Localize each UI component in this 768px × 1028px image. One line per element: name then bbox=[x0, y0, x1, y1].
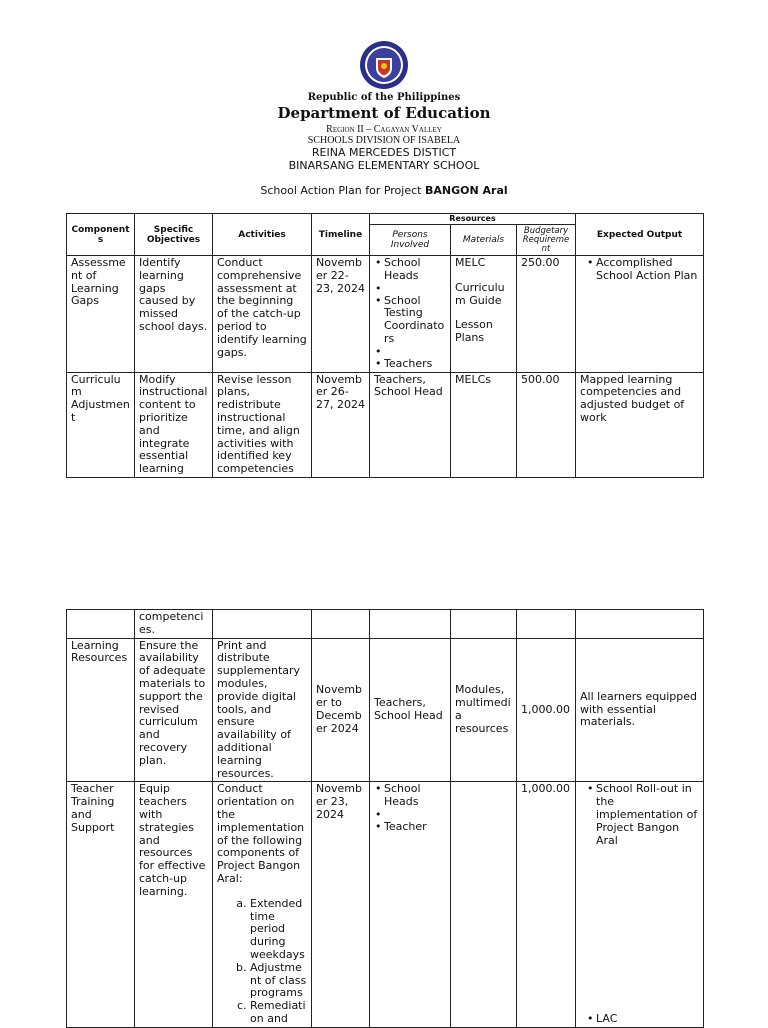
action-plan-table bbox=[66, 213, 704, 478]
department-name: Department of Education bbox=[277, 104, 491, 122]
cell-timeline: November 26-27, 2024 bbox=[312, 372, 370, 477]
cell-materials bbox=[451, 256, 517, 373]
cell-persons bbox=[370, 610, 451, 639]
list-item: a. Extended time period during weekdays bbox=[250, 898, 307, 962]
deped-seal-logo bbox=[359, 40, 409, 90]
list-item: • School Roll-out in the implementation of Project Bangon Aral bbox=[596, 783, 699, 847]
header-budget: Budgetary Requirement bbox=[517, 225, 576, 256]
cell-materials: MELCs bbox=[451, 372, 517, 477]
cell-activity: Print and distribute supplementary modules, provide digital tools, and ensure availability of additional learning resources. bbox=[213, 638, 312, 782]
cell-persons bbox=[370, 256, 451, 373]
cell-component: Teacher Training and Support bbox=[67, 782, 135, 1027]
cell-budget: 1,000.00 bbox=[517, 782, 576, 1027]
cell-objective: Identify learning gaps caused by missed school days. bbox=[135, 256, 213, 373]
cell-output: Mapped learning competencies and adjusted budget of work bbox=[576, 372, 704, 477]
cell-output bbox=[576, 610, 704, 639]
table-row bbox=[67, 256, 704, 373]
header-timeline: Timeline bbox=[312, 214, 370, 256]
title-prefix: School Action Plan for Project bbox=[260, 184, 425, 197]
cell-objective: Equip teachers with strategies and resources for effective catch-up learning. bbox=[135, 782, 213, 1027]
cell-objective: Modify instructional content to prioritize and integrate essential learning bbox=[135, 372, 213, 477]
document-title bbox=[0, 184, 768, 197]
cell-materials: Modules, multimedia resources bbox=[451, 638, 517, 782]
letterhead bbox=[0, 40, 768, 172]
cell-objective: Ensure the availability of adequate materials to support the revised curriculum and recovery plan. bbox=[135, 638, 213, 782]
header-components: Components bbox=[67, 214, 135, 256]
cell-budget: 500.00 bbox=[517, 372, 576, 477]
list-item: • School Heads bbox=[384, 257, 446, 283]
school-name: BINARSANG ELEMENTARY SCHOOL bbox=[288, 159, 480, 172]
header-materials: Materials bbox=[451, 225, 517, 256]
header-objectives: Specific Objectives bbox=[135, 214, 213, 256]
cell-component: Curriculum Adjustment bbox=[67, 372, 135, 477]
header-persons: Persons Involved bbox=[370, 225, 451, 256]
cell-budget: 250.00 bbox=[517, 256, 576, 373]
list-item: • School Heads bbox=[384, 783, 446, 809]
table-row bbox=[67, 372, 704, 477]
cell-output bbox=[576, 782, 704, 1027]
cell-timeline bbox=[312, 610, 370, 639]
cell-output bbox=[576, 256, 704, 373]
cell-persons bbox=[370, 782, 451, 1027]
cell-objective: competencies. bbox=[135, 610, 213, 639]
title-project: BANGON Aral bbox=[424, 184, 508, 197]
list-item: • LAC bbox=[596, 1013, 617, 1026]
material-item: Lesson Plans bbox=[455, 318, 493, 345]
cell-activity: Conduct comprehensive assessment at the beginning of the catch-up period to identify learning gaps. bbox=[213, 256, 312, 373]
material-item: Curriculum Guide bbox=[455, 280, 505, 307]
spacer bbox=[384, 346, 446, 358]
header-output: Expected Output bbox=[576, 214, 704, 256]
activity-intro: Conduct orientation on the implementation of the following components of Project Bangon Aral: bbox=[217, 782, 305, 885]
list-item: • Accomplished School Action Plan bbox=[596, 257, 699, 283]
cell-timeline: November 23, 2024 bbox=[312, 782, 370, 1027]
cell-persons: Teachers, School Head bbox=[370, 372, 451, 477]
division-line: SCHOOLS DIVISION OF ISABELA bbox=[307, 135, 461, 146]
list-item: • School Testing Coordinators bbox=[384, 295, 446, 346]
cell-persons: Teachers, School Head bbox=[370, 638, 451, 782]
material-item: MELC bbox=[455, 256, 486, 269]
header-resources: Resources bbox=[370, 214, 576, 225]
cell-timeline: November to December 2024 bbox=[312, 638, 370, 782]
header-activities: Activities bbox=[213, 214, 312, 256]
table-row bbox=[67, 610, 704, 639]
cell-component: Assessment of Learning Gaps bbox=[67, 256, 135, 373]
cell-component bbox=[67, 610, 135, 639]
table-row bbox=[67, 638, 704, 782]
action-plan-table-continued bbox=[66, 609, 704, 1028]
cell-materials bbox=[451, 610, 517, 639]
list-item: b. Adjustment of class programs bbox=[250, 962, 307, 1000]
cell-activity bbox=[213, 782, 312, 1027]
spacer bbox=[384, 283, 446, 295]
cell-output: All learners equipped with essential materials. bbox=[576, 638, 704, 782]
district-line: REINA MERCEDES DISTICT bbox=[311, 146, 457, 159]
cell-timeline: November 22-23, 2024 bbox=[312, 256, 370, 373]
list-item: c. Remediation and bbox=[250, 1000, 307, 1026]
region-line: Region II – Cagayan Valley bbox=[326, 124, 442, 135]
cell-component: Learning Resources bbox=[67, 638, 135, 782]
list-item: • Teachers bbox=[384, 358, 446, 371]
cell-budget bbox=[517, 610, 576, 639]
cell-activity bbox=[213, 610, 312, 639]
table-row bbox=[67, 782, 704, 1027]
list-item: • Teacher bbox=[384, 821, 446, 834]
republic-line: Republic of the Philippines bbox=[307, 92, 461, 103]
cell-activity: Revise lesson plans, redistribute instructional time, and align activities with identified key competencies bbox=[213, 372, 312, 477]
cell-materials bbox=[451, 782, 517, 1027]
cell-budget: 1,000.00 bbox=[517, 638, 576, 782]
